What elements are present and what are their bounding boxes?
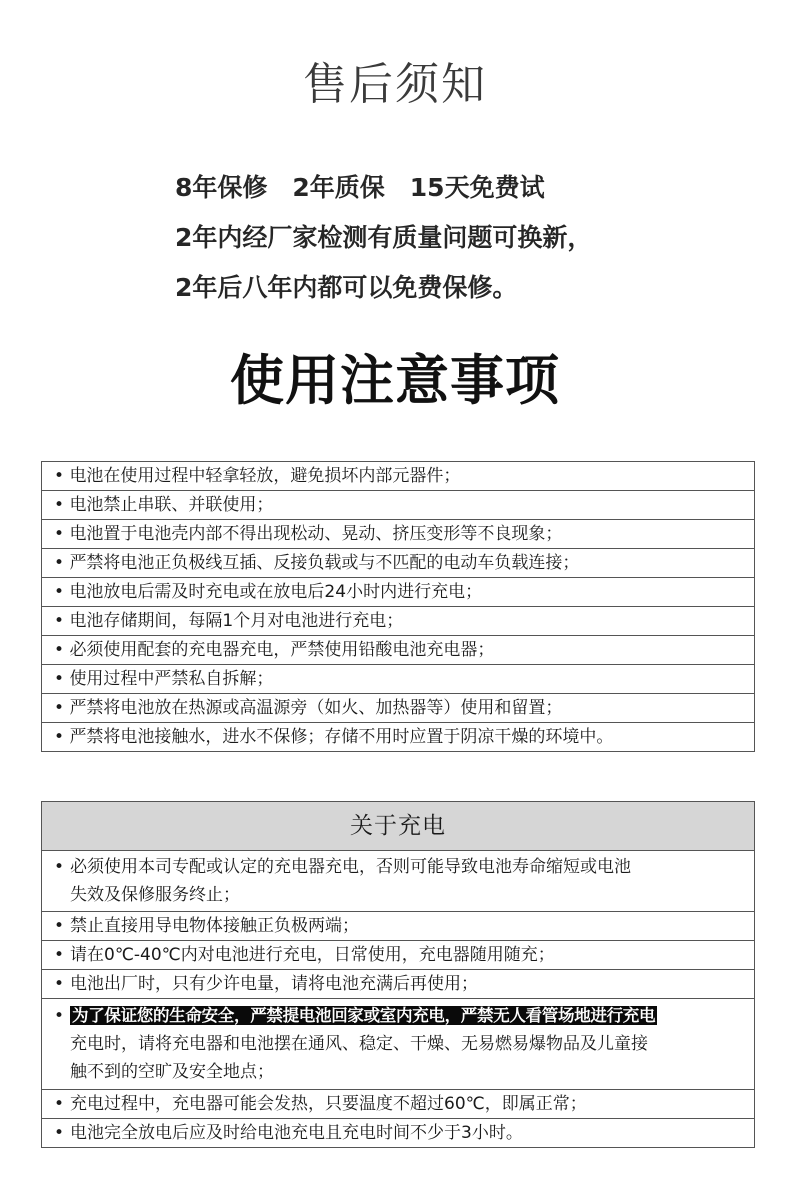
charging-table — [41, 801, 755, 1148]
bullet: • — [54, 727, 65, 747]
bullet: • — [54, 640, 65, 660]
bullet: • — [54, 1094, 65, 1114]
charging-row — [42, 851, 755, 912]
charging-item-3: 请在0℃-40℃内对电池进行充电，日常使用，充电器随用随充； — [70, 945, 555, 965]
usage-row — [42, 723, 755, 752]
bullet: • — [54, 524, 65, 544]
charging-item-1-line-2: 失效及保修服务终止； — [70, 885, 240, 905]
bullet: • — [54, 698, 65, 718]
usage-row — [42, 607, 755, 636]
usage-item: 必须使用配套的充电器充电，严禁使用铅酸电池充电器； — [69, 640, 495, 660]
bullet: • — [54, 553, 65, 573]
usage-item: 电池放电后需及时充电或在放电后24小时内进行充电； — [69, 582, 483, 602]
charging-row — [42, 970, 755, 999]
warranty-info — [175, 170, 775, 320]
charging-title: 关于充电 — [42, 802, 755, 851]
usage-item: 严禁将电池放在热源或高温源旁（如火、加热器等）使用和留置； — [69, 698, 563, 718]
bullet: • — [54, 669, 65, 689]
usage-row — [42, 636, 755, 665]
safety-warning-highlight: 为了保证您的生命安全，严禁提电池回家或室内充电，严禁无人看管场地进行充电 — [72, 1006, 656, 1025]
usage-row — [42, 578, 755, 607]
usage-item: 严禁将电池正负极线互插、反接负载或与不匹配的电动车负载连接； — [69, 553, 580, 573]
bullet: • — [54, 582, 65, 602]
usage-item: 电池在使用过程中轻拿轻放，避免损坏内部元器件； — [69, 466, 461, 486]
usage-item: 严禁将电池接触水，进水不保修；存储不用时应置于阴凉干燥的环境中。 — [69, 727, 614, 747]
usage-notes-table — [41, 461, 755, 752]
bullet: • — [54, 916, 65, 936]
bullet: • — [54, 857, 65, 877]
bullet: • — [54, 974, 65, 994]
charging-item-4: 电池出厂时，只有少许电量，请将电池充满后再使用； — [70, 974, 478, 994]
usage-item: 使用过程中严禁私自拆解； — [69, 669, 274, 689]
charging-item-6: 充电过程中，充电器可能会发热，只要温度不超过60℃，即属正常； — [70, 1094, 587, 1114]
usage-row — [42, 549, 755, 578]
usage-row — [42, 694, 755, 723]
warranty-line-3: 2年后八年内都可以免费保修。 — [175, 273, 518, 302]
charging-item-2: 禁止直接用导电物体接触正负极两端； — [70, 916, 359, 936]
bullet: • — [54, 945, 65, 965]
usage-row — [42, 491, 755, 520]
after-sales-title: 售后须知 — [303, 59, 487, 110]
charging-row — [42, 999, 755, 1090]
charging-item-1-line-1: 必须使用本司专配或认定的充电器充电，否则可能导致电池寿命缩短或电池 — [70, 857, 631, 877]
usage-row — [42, 520, 755, 549]
charging-item-7: 电池完全放电后应及时给电池充电且充电时间不少于3小时。 — [70, 1123, 523, 1143]
usage-row — [42, 462, 755, 491]
warranty-line-2: 2年内经厂家检测有质量问题可换新， — [175, 223, 593, 252]
charging-row — [42, 912, 755, 941]
charging-row — [42, 941, 755, 970]
charging-item-5-line-2: 充电时，请将充电器和电池摆在通风、稳定、干燥、无易燃易爆物品及儿童接 — [70, 1034, 648, 1054]
bullet: • — [54, 1123, 65, 1143]
warranty-line-1: 8年保修 2年质保 15天免费试 — [175, 173, 545, 202]
bullet: • — [54, 495, 65, 515]
charging-row — [42, 1119, 755, 1148]
usage-notes-title: 使用注意事项 — [230, 349, 560, 412]
usage-row — [42, 665, 755, 694]
bullet: • — [54, 1006, 65, 1026]
charging-item-5-line-3: 触不到的空旷及安全地点； — [70, 1062, 274, 1082]
usage-item: 电池置于电池壳内部不得出现松动、晃动、挤压变形等不良现象； — [69, 524, 563, 544]
bullet: • — [54, 611, 65, 631]
usage-item: 电池存储期间，每隔1个月对电池进行充电； — [69, 611, 404, 631]
usage-item: 电池禁止串联、并联使用； — [69, 495, 274, 515]
bullet: • — [54, 466, 65, 486]
charging-row — [42, 1090, 755, 1119]
